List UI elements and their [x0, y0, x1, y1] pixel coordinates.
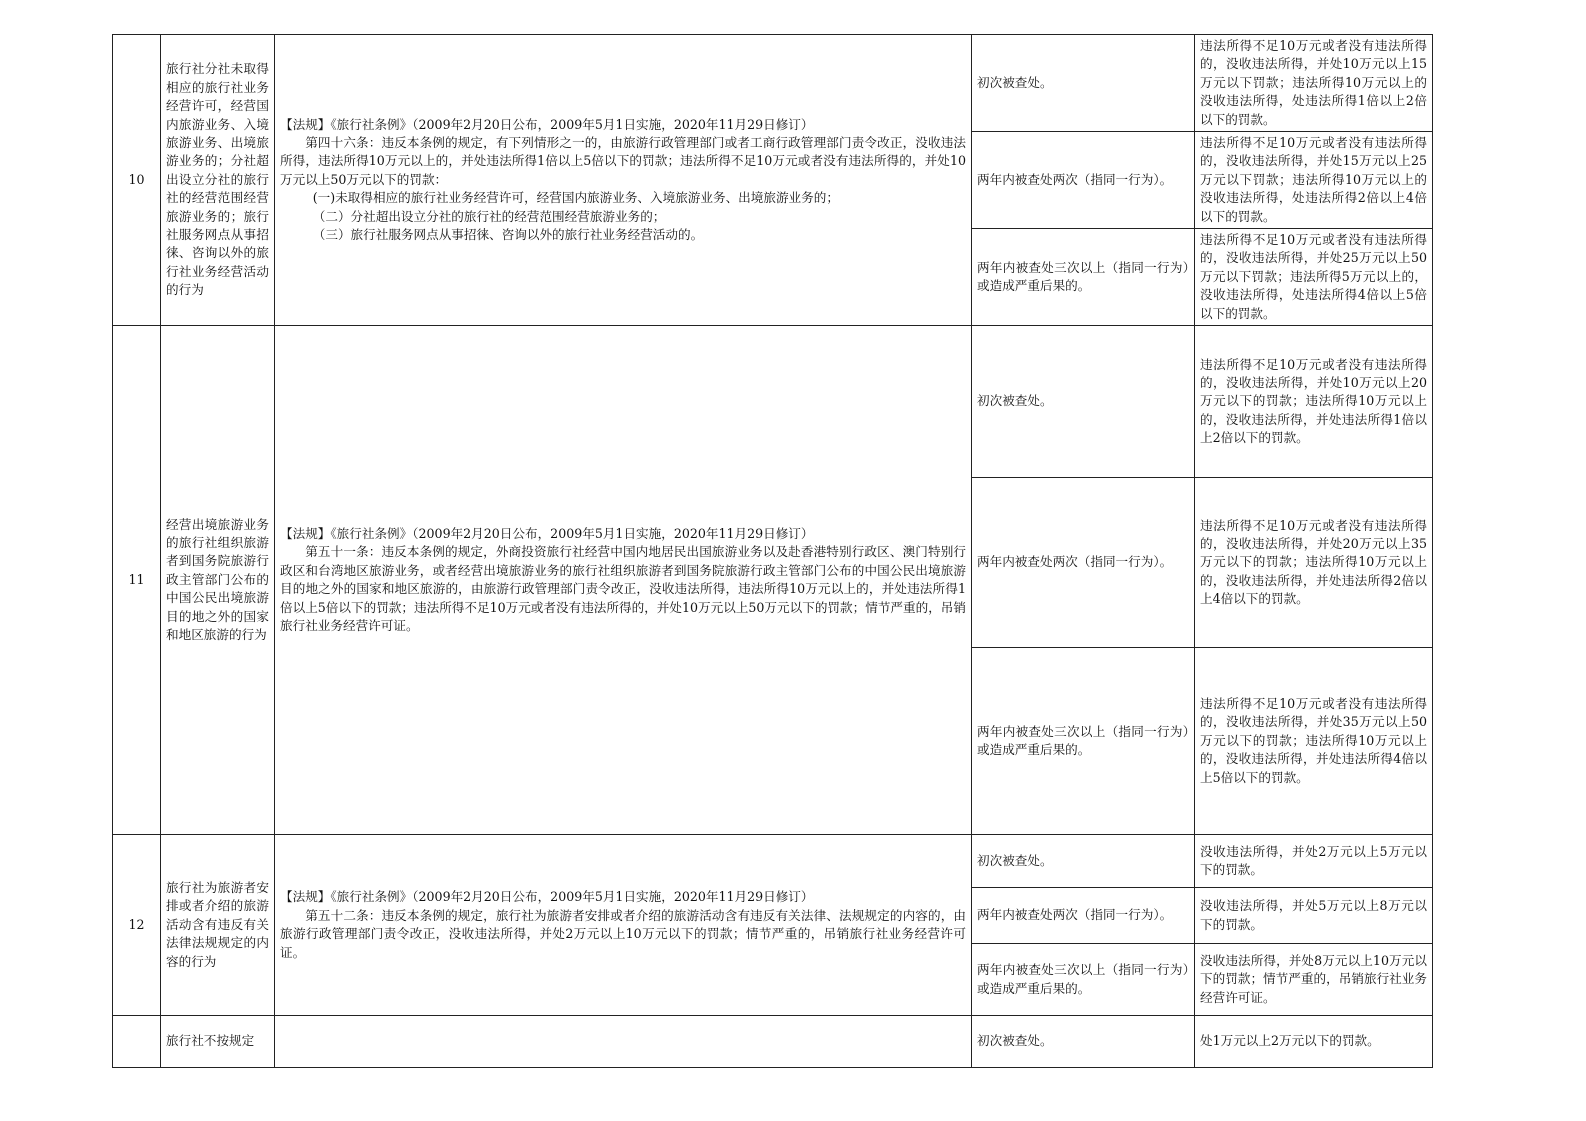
penalty-standard-table: [112, 34, 1433, 1068]
legal-basis: [275, 326, 972, 835]
penalty-standard: 违法所得不足10万元或者没有违法所得的，没收违法所得，并处10万元以上15万元以下罚款；违法所得10万元以上的没收违法所得，处违法所得1倍以上2倍以下的罚款。: [1195, 35, 1433, 132]
penalty-standard: 没收违法所得，并处8万元以上10万元以下的罚款；情节严重的，吊销旅行社业务经营许可证。: [1195, 944, 1433, 1016]
table-row: [113, 1016, 1433, 1068]
table-row: [113, 326, 1433, 478]
penalty-standard: 违法所得不足10万元或者没有违法所得的，没收违法所得，并处15万元以上25万元以下罚款；违法所得10万元以上的没收违法所得，处违法所得2倍以上4倍以下的罚款。: [1195, 132, 1433, 229]
row-number: [113, 1016, 161, 1068]
table-row: [113, 35, 1433, 132]
violation-situation: 两年内被查处三次以上（指同一行为）或造成严重后果的。: [972, 648, 1195, 835]
violation-situation: 两年内被查处两次（指同一行为）。: [972, 888, 1195, 944]
row-number: 11: [113, 326, 161, 835]
violation-situation: 两年内被查处两次（指同一行为）。: [972, 478, 1195, 648]
penalty-standard: 没收违法所得，并处2万元以上5万元以下的罚款。: [1195, 835, 1433, 888]
violation-situation: 初次被查处。: [972, 35, 1195, 132]
violation-behavior: 经营出境旅游业务的旅行社组织旅游者到国务院旅游行政主管部门公布的中国公民出境旅游目的地之外的国家和地区旅游的行为: [161, 326, 275, 835]
table-row: [113, 835, 1433, 888]
violation-behavior: 旅行社为旅游者安排或者介绍的旅游活动含有违反有关法律法规规定的内容的行为: [161, 835, 275, 1016]
violation-situation: 两年内被查处三次以上（指同一行为）或造成严重后果的。: [972, 944, 1195, 1016]
law-title: 【法规】《旅行社条例》（2009年2月20日公布，2009年5月1日实施，2020年11月29日修订）: [280, 116, 814, 132]
law-item: （二）分社超出设立分社的旅行社的经营范围经营旅游业务的；: [312, 208, 666, 224]
penalty-standard: 违法所得不足10万元或者没有违法所得的，没收违法所得，并处20万元以上35万元以下的罚款；违法所得10万元以上的，没收违法所得，并处违法所得2倍以上4倍以下的罚款。: [1195, 478, 1433, 648]
penalty-standard: 处1万元以上2万元以下的罚款。: [1195, 1016, 1433, 1068]
violation-situation: 两年内被查处两次（指同一行为）。: [972, 132, 1195, 229]
law-item: (一)未取得相应的旅行社业务经营许可，经营国内旅游业务、入境旅游业务、出境旅游业务的；: [312, 190, 839, 206]
law-title: 【法规】《旅行社条例》（2009年2月20日公布，2009年5月1日实施，2020年11月29日修订）: [280, 525, 814, 541]
violation-situation: 初次被查处。: [972, 1016, 1195, 1068]
penalty-standard: 违法所得不足10万元或者没有违法所得的，没收违法所得，并处25万元以上50万元以下罚款；违法所得5万元以上的，没收违法所得，处违法所得4倍以上5倍以下的罚款。: [1195, 229, 1433, 326]
legal-basis: [275, 835, 972, 1016]
penalty-standard: 违法所得不足10万元或者没有违法所得的，没收违法所得，并处35万元以上50万元以下的罚款；违法所得10万元以上的，没收违法所得，并处违法所得4倍以上5倍以下的罚款。: [1195, 648, 1433, 835]
row-number: 12: [113, 835, 161, 1016]
violation-situation: 初次被查处。: [972, 326, 1195, 478]
violation-behavior: 旅行社不按规定: [161, 1016, 275, 1068]
law-article: 第五十一条：违反本条例的规定，外商投资旅行社经营中国内地居民出国旅游业务以及赴香港特别行政区、澳门特别行政区和台湾地区旅游业务，或者经营出境旅游业务的旅行社组织旅游者到国务院旅游行政主管部门公布的中国公民出境旅游目的地之外的国家和地区旅游的，由旅游行政管理部门责令改正，没收违法所得，违法所得10万元以上的，并处违法所得1倍以上5倍以下的罚款；违法所得不足10万元或者没有违法所得的，并处10万元以上50万元以下的罚款；情节严重的，吊销旅行社业务经营许可证。: [280, 544, 966, 633]
violation-situation: 两年内被查处三次以上（指同一行为）或造成严重后果的。: [972, 229, 1195, 326]
penalty-standard: 违法所得不足10万元或者没有违法所得的，没收违法所得，并处10万元以上20万元以下的罚款；违法所得10万元以上的，没收违法所得，并处违法所得1倍以上2倍以下的罚款。: [1195, 326, 1433, 478]
legal-basis: [275, 1016, 972, 1068]
law-article: 第四十六条：违反本条例的规定，有下列情形之一的，由旅游行政管理部门或者工商行政管理部门责令改正，没收违法所得，违法所得10万元以上的，并处违法所得1倍以上5倍以下的罚款；违法所得不足10万元或者没有违法所得的，并处10万元以上50万元以下的罚款：: [280, 135, 966, 187]
law-article: 第五十二条：违反本条例的规定，旅行社为旅游者安排或者介绍的旅游活动含有违反有关法律、法规规定的内容的，由旅游行政管理部门责令改正，没收违法所得，并处2万元以上10万元以下的罚款；情节严重的，吊销旅行社业务经营许可证。: [280, 907, 966, 960]
violation-behavior: 旅行社分社未取得相应的旅行社业务经营许可，经营国内旅游业务、入境旅游业务、出境旅游业务的；分社超出设立分社的旅行社的经营范围经营旅游业务的；旅行社服务网点从事招徕、咨询以外的旅行社业务经营活动的行为: [161, 35, 275, 326]
legal-basis: [275, 35, 972, 326]
violation-situation: 初次被查处。: [972, 835, 1195, 888]
penalty-standard: 没收违法所得，并处5万元以上8万元以下的罚款。: [1195, 888, 1433, 944]
row-number: 10: [113, 35, 161, 326]
law-title: 【法规】《旅行社条例》（2009年2月20日公布，2009年5月1日实施，2020年11月29日修订）: [280, 889, 814, 905]
law-item: （三）旅行社服务网点从事招徕、咨询以外的旅行社业务经营活动的。: [312, 227, 704, 243]
